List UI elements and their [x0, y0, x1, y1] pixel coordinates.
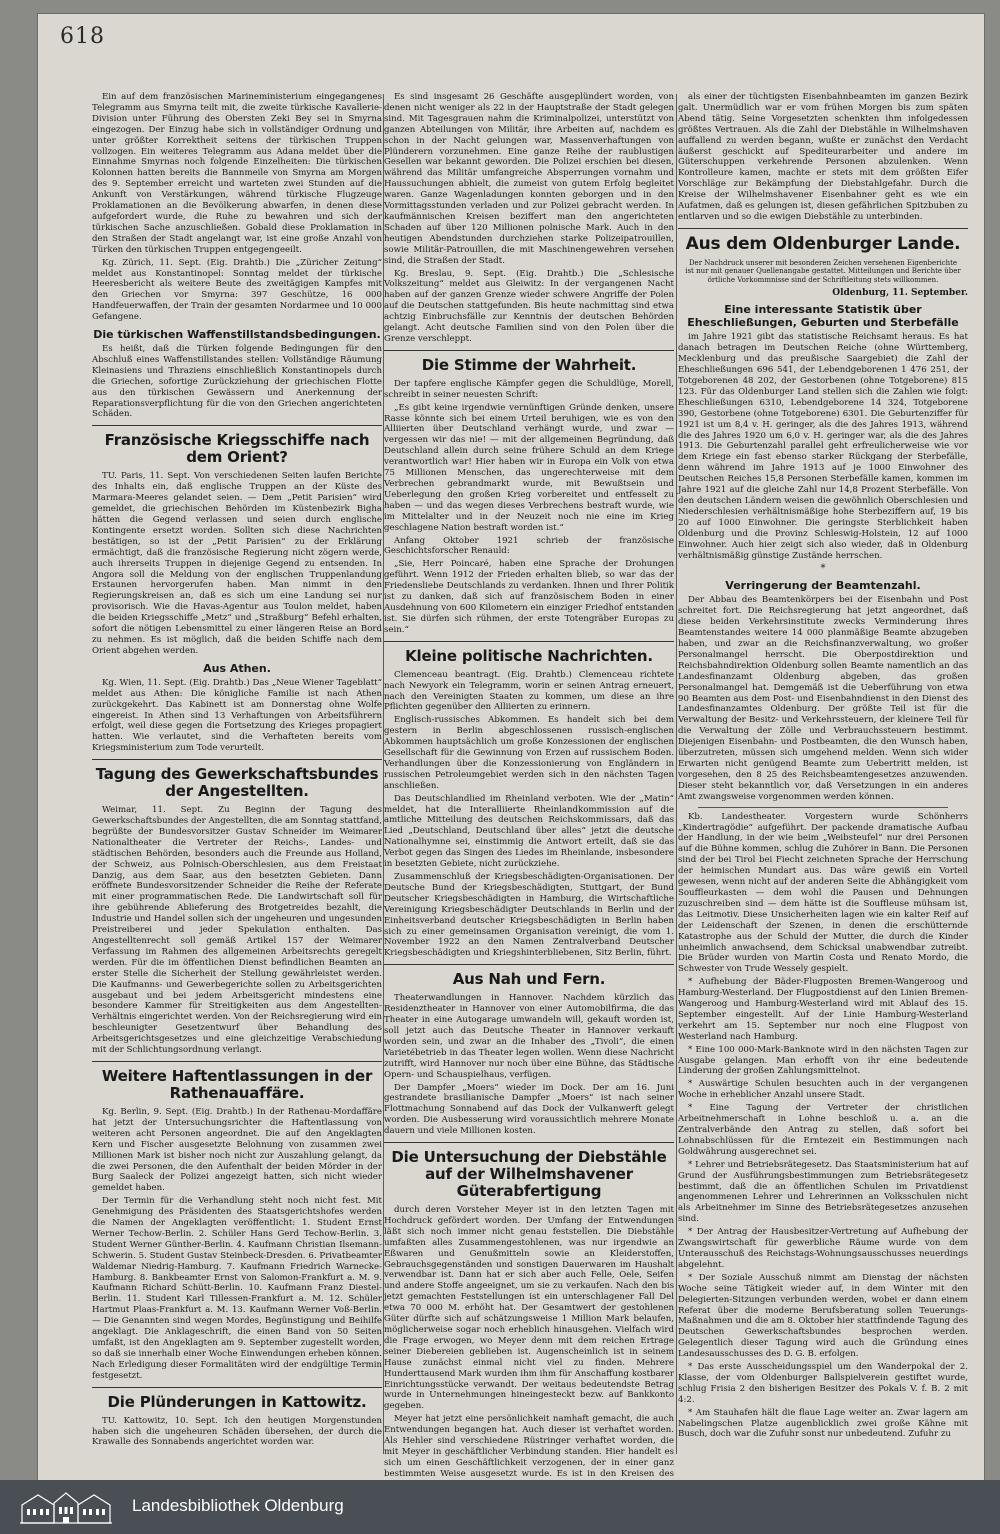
article-headline: Aus Nah und Fern. [452, 970, 606, 989]
article-paragraph: * Der Soziale Ausschuß nimmt am Dienstag der nächsten Woche seine Tätigkeit wieder auf, in dem Winter mit den Delegierten-Sitzungen verbunden werden, wobei er dann einem Referat über die moderne Berufsberatung sollen Teuerungs-Maßnahmen und die am 8. Oktober hier stattfindende Tagung des Deutschen Gewerkschaftsbundes besprochen werden. Gelegentlich dieser Tagung wird auch die Gründung eines Landesausschusses des D. G. B. erfolgen. [678, 1272, 968, 1360]
section-rule [92, 1061, 382, 1062]
article-paragraph: * Auswärtige Schulen besuchten auch in der vergangenen Woche in erheblicher Anzahl unsere Stadt. [678, 1079, 968, 1101]
library-footer [0, 1480, 1000, 1534]
article-paragraph: durch deren Vorsteher Meyer ist in den letzten Tagen mit Hochdruck gefördert worden. Der Umfang der Entwendungen läßt sich noch immer nicht genau feststellen. Die Diebstähle umfaßten alles Zusammengestohlenen, was nur irgendwie an Eßwaren und Genußmitteln sowie an Kleiderstoffen, Gebrauchsgegenständen und sonstigen Dauerwaren im Haushalt verwendbar ist. Dann hat er sich aber auch Felle, Oele, Seifen und andere Stoffe angeeignet, um sie zu verkaufen. Nach den bis jetzt gemachten Feststellungen ist ein unterschlagener Fall Del etwa 70 000 M. erhöht hat. Der Gesamtwert der gestohlenen Güter dürfte sich auf schätzungsweise 1 Million Mark belaufen, möglicherweise sogar noch erheblich hinausgehen. Vielfach wird die Frage erwogen, wo Meyer denn mit dem reichen Ertrage seiner Diebereien geblieben ist. Augenscheinlich ist in seinem Hause zunächst einmal nicht viel zu finden. Mehrere Hunderttausend Mark wurden ihm ihm für Anschaffung kostbarer Einrichtungsstücke verwandt. Der weitaus bedeutendste Betrag wurde in Unternehmungen hineingesteckt bezw. auf Bankkonto gegeben. [384, 1205, 674, 1412]
article-paragraph: Es sind insgesamt 26 Geschäfte ausgeplündert worden, von denen nicht weniger als 22 in der Hauptstraße der Stadt gelegen sind. Mit Tagesgrauen nahm die Kriminalpolizei, unterstützt von ganzen Abteilungen von Militär, ihre Arbeiten auf, nachdem es schon in der Nacht gelungen war, Massenverhaftungen von Plünderern vorzunehmen. Eine ganze Reihe der raublustigen Gesellen war bekannt geworden. Die Polizei erschien bei diesen, während das Militär umfangreiche Absperrungen vornahm und Haussuchungen abhielt, die zumeist von gutem Erfolg begleitet waren. Ganze Wagenladungen konnten geborgen und in den Vormittagsstunden verladen und zur Polizei gebracht werden. In kaufmännischen Kreisen beziffert man den angerichteten Schaden auf über 120 Millionen polnische Mark. Auch in den heutigen Abendstunden durchziehen starke Polizeipatrouillen, sowie Militär-Patrouillen, die mit Maschinengewehren versehen sind, die Straßen der Stadt. [384, 92, 674, 266]
article-paragraph: im Jahre 1921 gibt das statistische Reichsamt heraus. Es hat danach betragen im Deutschen Reiche (ohne Württemberg, Mecklenburg und das preußische Saargebiet) die Zahl der Eheschließungen 696 541, der Lebendgeborenen 1 476 251, der Totgeborenen 48 202, der Gestorbenen (ohne Totgeborene) 815 123. Für das Oldenburger Land stellen sich die Zahlen wie folgt: Eheschließungen 6310, Lebendgeborene 14 324, Totgeborene 390, Gestorbene (ohne Totgeborene) 6301. Die Geburtenziffer für 1921 ist um 8,4 v. H. geringer, als die des Jahres 1913, während die des Jahres 1920 um 6,0 v. H. geringer war, als die des Jahres 1913. Die Geburtenzahl parallel geht erfreulicherweise wie vor dem Kriege ein fast ebenso starker Rückgang der Sterbefälle, denn während im Jahre 1913 auf je 1000 Einwohner des Deutschen Reiches 15,8 Personen Sterbefälle kamen, kommen im Jahre 1921 auf die gleiche Zahl nur 14,8 Prozent Sterbefälle. Von den deutschen Ländern weisen die gewöhnlich Oberschlesien und Niederschlesien verhältnismäßige hohe Sterbeziffern auf, 19 bis 20 auf 1000 Einwohner. Die geringste Sterblichkeit haben Oldenburg und die Provinz Schleswig-Holstein, 12 auf 1000 Einwohner. Auch hier zeigt sich also wieder, daß in Oldenburg verhältnismäßig günstige Zustände herrschen. [678, 332, 968, 561]
newspaper-page [38, 14, 984, 1480]
page-number: 618 [60, 24, 105, 49]
article-headline: Französische Kriegsschiffe nach dem Orient? [104, 431, 370, 467]
section-rule [384, 1142, 674, 1143]
column-3 [678, 92, 968, 1462]
article-paragraph: Kg. Zürich, 11. Sept. (Eig. Drahtb.) Die „Züricher Zeitung“ meldet aus Konstantinopel: Sonntag meldet der türkische Heeresbericht als weitere Beute des zweitägigen Kampfes mit den Griechen vor Smyrna: 397 Geschütze, 16 000 Handfeuerwaffen, der Train der gesamten Nordarmee und 10 000 Gefangene. [92, 257, 382, 323]
article-paragraph: Kg. Wien, 11. Sept. (Eig. Drahtb.) Das „Neue Wiener Tageblatt“ meldet aus Athen: Die königliche Familie ist nach Athen zurückgekehrt. Das Kabinett ist am Donnerstag ohne Wolfe eingereist. In Athen sind 13 Verhaftungen von Arbeitsführern erfolgt, weil diese gegen die Fortsetzung des Krieges propagiert hatten. Wie verlautet, sind die Verhafteten bereits vom Kriegsministerium zum Tode verurteilt. [92, 677, 382, 754]
section-rule [678, 228, 968, 229]
article-headline: Kleine politische Nachrichten. [405, 646, 653, 665]
section-rule [92, 759, 382, 760]
article-headline: Die Stimme der Wahrheit. [421, 355, 637, 374]
article-paragraph: * Das erste Ausscheidungsspiel um den Wanderpokal der 2. Klasse, der vom Oldenburger Ballspielverein gestiftet wurde, schlug Frisia 2 den bisherigen Besitzer des Pokals V. f. B. 2 mit 4:2. [678, 1362, 968, 1405]
article-paragraph: * Lehrer und Betriebsrätegesetz. Das Staatsministerium hat auf Grund der Ausführungsbestimmungen zum Betriebsrätegesetz bestimmt, daß die an öffentlichen Schulen im Privatdienst angenommenen Lehrer und Lehrerinnen an Volksschulen nicht als Arbeitnehmer im Sinne des Betriebsrätegesetzes anzusehen sind. [678, 1159, 968, 1225]
article-paragraph: „Sie, Herr Poincaré, haben eine Sprache der Drohungen geführt. Wenn 1912 der Frieden erhalten blieb, so war das der Friedensliebe Deutschlands zu verdanken. Ihnen und Ihrer Politik ist zu danken, daß sich auf französischem Boden in einer Ausdehnung von 600 Kilometern ein einziger Friedhof entstanden ist. Sie dürfen sich rühmen, der erste Totengräber Europas zu sein.“ [384, 559, 674, 635]
article-paragraph: Meyer hat jetzt eine persönlichkeit namhaft gemacht, die auch Entwendungen begangen hat. Auch dieser ist verhaftet worden. Als Hehler sind verschiedene Rüstringer verhaftet worden, die mit Meyer in geschäftlicher Verbindung standen. Hier handelt es sich um einen Geschäftlichkeit verzogenen, der in einer ganz bestimmten Weise ausgesetzt wurde. Es ist in den Kreisen des [384, 1414, 674, 1479]
reprint-note: Der Nachdruck unserer mit besonderen Zeichen versehenen Eigenberichte ist nur mit genauer Quellenangabe gestattet. Mitteilungen und Berichte über örtliche Vorkommnisse sind der Schriftleitung stets willkommen. [685, 258, 961, 284]
asterisk-separator: * [820, 563, 826, 575]
article-subheading: Die türkischen Waffenstillstandsbedingungen. [93, 328, 381, 342]
article-paragraph: Kg. Breslau, 9. Sept. (Eig. Drahtb.) Die „Schlesische Volkszeitung“ meldet aus Gleiwitz: In der vergangenen Nacht haben auf der ganzen Grenze wieder schwere Angriffe der Polen auf die Deutschen stattgefunden. Bis heute nachmittag sind etwa achtzig Einbruchsfälle zur Kenntnis der deutschen Behörden gelangt. Acht deutsche Familien sind von den Polen über die Grenze verschleppt. [384, 268, 674, 344]
article-headline: Weitere Haftentlassungen in der Rathenauaffäre. [101, 1066, 373, 1102]
article-paragraph: * Eine Tagung der Vertreter der christlichen Arbeitnehmerschaft in Lohne beschloß u. a. an die Zentralverbände den Antrag zu stellen, daß sofort bei Lohnabschlüssen für die Erntezeit ein Bestimmungen nach Goldwährung ausgerechnet sei. [678, 1103, 968, 1157]
article-paragraph: Es heißt, daß die Türken folgende Bedingungen für den Abschluß eines Waffenstillstandes stellen: Vollständige Räumung Kleinasiens und Thraziens einschließlich Konstantinopels durch die Griechen, sofortige Zurückziehung der griechischen Flotte aus den türkischen Gewässern und Anerkennung der Reparationsverpflichtung für die von den Griechen angerichteten Schäden. [92, 344, 382, 420]
article-paragraph: Weimar, 11. Sept. Zu Beginn der Tagung des Gewerkschaftsbundes der Angestellten, die am Sonntag stattfand, begrüßte der Bundesvorsitzer Gustav Schneider im Weimarer Nationaltheater die Vertreter der Reichs-, Landes- und städtischen Behörden, besonders auch die Freunde aus Holland, der Schweiz, aus Polnisch-Oberschlesien, aus dem Freistaat Danzig, aus dem Saar, aus den besetzten Gebieten. Dann eröffnete Bundesvorsitzender Schneider die Reihe der Referate mit einer programmatischen Rede. Die Landwirtschaft soll für ihre gebührende Ablieferung des Brotgetreides bezahlt, die Industrie und Handel sollen sich der ungeheuren und ungesunden Preistreiberei und jeder Spekulation enthalten. Das Angestelltenrecht soll gemäß Artikel 157 der Weimarer Verfassung im Rahmen des allgemeinen Arbeitsrechts geregelt werden. Für die im öffentlichen Dienst befindlichen Beamten an erster Stelle die Sicherheit der Stellung gewährleistet werden. Die Kaufmanns- und Gewerbegerichte sollen zu Arbeitsgerichten ausgebaut und bei jedem Arbeitsgericht mindestens eine besondere Kammer für Streitigkeiten aus dem Angestellten-Verhältnis eingerichtet werden. Von der Reichsregierung wird ein beschleunigter Gesetzentwurf über Behandlung des Arbeitsgerichtsgesetzes und eine gleichzeitige Verabschiedung mit der Schlichtungsordnung verlangt. [92, 805, 382, 1056]
section-rule [698, 807, 948, 808]
section-rule [92, 425, 382, 426]
article-headline: Eine interessante Statistik über Eheschließungen, Geburten und Sterbefälle [687, 303, 959, 330]
article-paragraph: Der Dampfer „Moers“ wieder im Dock. Der am 16. Juni gestrandete brasilianische Dampfer „Moers“ ist nach seiner Flottmachung Sonnabend auf das Dock der Vulkanwerft gelegt worden. Die Ausbesserung wird voraussichtlich mehrere Monate dauern und viele Millionen kosten. [384, 1082, 674, 1137]
library-building-icon [18, 1489, 114, 1525]
section-rule [384, 641, 674, 642]
article-headline: Tagung des Gewerkschaftsbundes der Angestellten. [95, 765, 379, 801]
library-name: Landesbibliothek Oldenburg [132, 1496, 344, 1515]
article-paragraph: TU. Kattowitz, 10. Sept. Ich den heutigen Morgenstunden haben sich die ungeheuren Schäden übersehen, der durch die Krawalle des Sonnabends angerichtet worden war. [92, 1415, 382, 1448]
article-paragraph: * Am Stauhafen hält die flaue Lage weiter an. Zwar lagern am Nabelingschen Platze augenblicklich zwei große Kähne mit Busch, doch war die Zufuhr sonst nur unbedeutend. Zufuhr zu [678, 1407, 968, 1440]
article-paragraph: Ein auf dem französischen Marineministerium eingegangenes Telegramm aus Smyrna teilt mit, die zweite türkische Kavallerie-Division unter Führung des Obersten Zeki Bey sei in Smyrna eingezogen. Der Einzug habe sich in vollständiger Ordnung und unter größter Korrektheit seitens der türkischen Truppen vollzogen. Ein weiteres Telegramm aus Adana meldet über die Einnahme Smyrnas noch folgende Einzelheiten: Die türkischen Kolonnen hatten bereits die Bannmeile von Smyrna am Morgen des 9. September erreicht und warteten zwei Stunden auf die Ankunft von Verstärkungen, während türkische Flugzeuge Proklamationen an die Bevölkerung abwarfen, in denen diese aufgefordert wurde, die Ruhe zu bewahren und sich der türkischen Sache anzuschließen. Gobald diese Proklamation in den Straßen der Stadt angelangt war, ist eine große Anzahl von Türken den türkischen Truppen entgegengeeilt. [92, 92, 382, 255]
column-rule [676, 94, 677, 1454]
article-headline: Die Plünderungen in Kattowitz. [107, 1392, 367, 1411]
section-rule [384, 964, 674, 965]
article-paragraph: Anfang Oktober 1921 schrieb der französische Geschichtsforscher Renauld: [384, 535, 674, 557]
section-headline: Aus dem Oldenburger Lande. [685, 233, 961, 254]
section-rule [92, 1387, 382, 1388]
article-paragraph: * Aufhebung der Bäder-Flugposten Bremen-Wangeroog und Hamburg-Westerland. Der Flugpostdienst auf den Linien Bremen-Wangeroog und Hamburg-Westerland wird mit Ablauf des 15. September eingestellt. Auf der Linie Hamburg-Westerland verkehrt am 15. September nur noch eine Flugpost von Westerland nach Hamburg. [678, 977, 968, 1042]
article-headline: Die Untersuchung der Diebstähle auf der Wilhelmshavener Güterabfertigung [391, 1148, 667, 1201]
article-paragraph: Clemenceau beantragt. (Eig. Drahtb.) Clemenceau richtete nach Newyork ein Telegramm, worin er seinen Antrag erneuert, nach den Vereinigten Staaten zu kommen, um diese an ihre Pflichten gegenüber den Alliierten zu erinnern. [384, 669, 674, 713]
article-paragraph: * Eine 100 000-Mark-Banknote wird in den nächsten Tagen zur Ausgabe gelangen. Man erhofft von ihr eine bedeutende Linderung der großen Zahlungsmittelnot. [678, 1044, 968, 1077]
article-paragraph: Kg. Berlin, 9. Sept. (Eig. Drahtb.) In der Rathenau-Mordaffäre hat jetzt der Untersuchungsrichter die Haftentlassung von weiteren acht Personen angeordnet. Die auf den Angeklagten Kern und Fischer ausgesetzte Belohnung von zusammen zwei Millionen Mark ist bisher noch nicht zur Auszahlung gelangt, da die zwei Personen, die den Aufenthalt der beiden Mörder in der Burg Saaleck der Polizei angezeigt hatten, sich nicht wieder gemeldet haben. [92, 1106, 382, 1194]
article-subheading: Aus Athen. [203, 661, 271, 675]
article-paragraph: Kb. Landestheater. Vorgestern wurde Schönherrs „Kindertragödie“ aufgeführt. Der packende dramatische Aufbau der Handlung, in der wie beim „Weibsteufel“ nur drei Personen auf die Bühne kommen, schlug die Zuhörer in Bann. Die Personen sind der bei Tirol bei Fiecht zeichneten Sprache der Herrschung der heimischen Mundart aus. Das wäre gewiß ein Vorteil gewesen, wenn nicht auf der anderen Seite die Abhängigkeit vom Souffleurkasten — dem wohl die Pausen und Dehnungen zuzuschreiben sind — dem hätte ist die Souffleuse mühsam ist, das Leitmotiv. Diese Unsicherheiten lagen wie ein kalter Reif auf der Leidenschaft der Szenen, in denen die erschütternde Katastrophe aus der Schuld der Mutter, die durch die Kinder unheimlich anwachsend, dem Schicksal unabwendbar zutreibt. Die Brüder wurden von Martin Costa und Renato Mordo, die Schwester von Trude Wessely gespielt. [678, 811, 968, 975]
article-paragraph: Das Deutschlandlied im Rheinland verboten. Wie der „Matin“ meldet, hat die Interalliierte Rheinlandkommission auf die amtliche Mitteilung des deutschen Reichskommissars, daß das Lied „Deutschland, Deutschland über alles“ jetzt die deutsche Nationalhymne sei, einstimmig die Antwort erteilt, daß sie das Verbot gegen das Singen des Liedes im Rheinlande, insbesondere in besetzten Gebiete, nicht zurückziehe. [384, 793, 674, 870]
article-paragraph: Der Abbau des Beamtenkörpers bei der Eisenbahn und Post schreitet fort. Die Reichsregierung hat jetzt angeordnet, daß diese beiden Verkehrsinstitute zwecks Verminderung ihres Beamtenstandes weitere 14 000 planmäßige Beamte abzugeben haben, und zwar an die Reichsfinanzverwaltung, wo großer Personalmangel herrscht. Die Oberpostdirektion und Reichsbahndirektion Oldenburg sollen Beamte namentlich an das Landesfinanzamt Oldenburg abgeben, das großen Personalmangel hat. Demgemäß ist die Ueberführung von etwa 90 Beamten aus dem Post- und Eisenbahndienst in den Dienst des Landesfinanzamtes Oldenburg. Der größte Teil ist für die Verwaltung der Besitz- und Verkehrssteuern, der kleinere Teil für die Verwaltung der Zölle und Verbrauchssteuern bestimmt. Diejenigen Eisenbahn- und Postbeamten, die den Wunsch haben, überzutreten, müssen sich umgehend melden. Wenn sich wider Erwarten nicht genügend Beamte zum Uebertritt melden, ist vorgesehen, den 8 25 des Reichsbeamtengesetzes anzuwenden. Dieser steht bekanntlich vor, daß Versetzungen in ein anderes Amt zwangsweise vorgenommen werden können. [678, 595, 968, 802]
article-paragraph: Englisch-russisches Abkommen. Es handelt sich bei dem gestern in Berlin abgeschlossenen russisch-englischen Abkommen hauptsächlich um große Konzessionen der englischen Gesellschaft für die Gewinnung von Erzen auf russischem Boden. Verhandlungen über die Konzessionierung von Engländern in russischen Petroleumgebiet werden sich in den nächsten Tagen anschließen. [384, 715, 674, 791]
article-paragraph: * Der Antrag der Hausbesitzer-Vertretung auf Aufhebung der Zwangswirtschaft für gewerbliche Räume wurde von dem Unterausschuß des Reichstags-Wohnungsausschusses neuerdings abgelehnt. [678, 1227, 968, 1270]
article-paragraph: Zusammenschluß der Kriegsbeschädigten-Organisationen. Der Deutsche Bund der Kriegsbeschädigten, Stuttgart, der Bund Deutscher Kriegsbeschädigten in Hamburg, die Wirtschaftliche Vereinigung Kriegsbeschädigter Deutschlands in Berlin und der Einheitsverband deutscher Kriegsbeschädigten in Berlin haben sich zu einer gemeinsamen Organisation vereinigt, die vom 1. November 1922 an den Namen Zentralverband Deutscher Kriegsbeschädigten und Kriegshinterbliebenen, Sitz Berlin, führt. [384, 872, 674, 959]
section-rule [384, 350, 674, 351]
column-2 [384, 92, 674, 1479]
article-paragraph: als einer der tüchtigsten Eisenbahnbeamten im ganzen Bezirk galt. Unermüdlich war er vom frühen Morgen bis zum späten Abend tätig. Seine Vorgesetzten schenkten ihm infolgedessen größtes Vertrauen. Als die Zahl der Diebstähle in Wilhelmshaven auffallend zu werden begann, wußte er zunächst den Verdacht äußerst geschickt auf Spediteurarbeiter und andere im Güterschuppen verkehrende Personen abzulenken. Wenn Kontrolleure kamen, machte er stets mit dem größten Eifer Vorschläge zur Bekämpfung der Diebstahlgefahr. Durch die Kreise der Wilhelmshavener Eisenbahner geht es wie ein Aufatmen, daß es gelungen ist, diesen gefährlichen Spitzbuben zu entlarven und so die ewigen Diebstähle zu unterbinden. [678, 92, 968, 222]
article-paragraph: Der Termin für die Verhandlung steht noch nicht fest. Mit Genehmigung des Präsidenten des Staatsgerichtshofes werden die Namen der Angeklagten veröffentlicht: 1. Student Ernst Werner Techow-Berlin. 2. Schüler Hans Gerd Techow-Berlin. 3. Student Werner Günther-Berlin. 4. Kaufmann Christian Ilsemann-Schwerin. 5. Student Gustav Steinbeck-Dresden. 6. Privatbeamter Waldemar Niedrig-Hamburg. 7. Kaufmann Friedrich Warnecke-Hamburg. 8. Bankbeamter Ernst von Salomon-Frankfurt a. M. 9. Kaufmann Richard Schütt-Berlin. 10. Kaufmann Franz Diestel-Berlin. 11. Student Karl Tillessen-Frankfurt a. M. 12. Schüler Hartmut Plaas-Frankfurt a. M. 13. Kaufmann Werner Voß-Berlin. — Die Genannten sind wegen Mordes, Begünstigung und Beihilfe angeklagt. Die Anklageschrift, die einen Band von 50 Seiten umfaßt, ist den Angeklagten am 9. September zugestellt worden, so daß sie innerhalb einer Woche Einwendungen erheben können. Nach Erledigung dieser Formalitäten wird der endgültige Termin festgesetzt. [92, 1196, 382, 1381]
article-subheading: Verringerung der Beamtenzahl. [725, 579, 921, 593]
dateline: Oldenburg, 11. September. [832, 288, 968, 299]
article-paragraph: TU. Paris, 11. Sept. Von verschiedenen Seiten laufen Berichte des Inhalts ein, daß englische Truppen an der Küste des Marmara-Meeres gelandet seien. — Dem „Petit Parisien“ wird gemeldet, die griechischen Behörden im Küstenbezirk Bigha hätten die Gegend verlassen und seien durch englische Kontingente ersetzt worden. Sollten sich diese Nachrichten bestätigen, so ist der „Petit Parisien“ zu der Erklärung ermächtigt, daß die französische Regierung nicht zögern werde, auch ihrerseits Truppen in diejenige Gegend zu entsenden. In Angora soll die Meldung von der englischen Truppenlandung Erstaunen hervorgerufen haben. Man nimmt in den Regierungskreisen an, daß es sich um eine Landung sei nur provisorisch. Wie die Havas-Agentur aus Toulon meldet, haben die beiden Kriegsschiffe „Metz“ und „Straßburg“ Befehl erhalten, sofort die nötigen Lebensmittel zu einer längeren Reise an Bord zu nehmen. Es ist möglich, daß die beiden Schiffe nach dem Orient abgehen werden. [92, 471, 382, 656]
article-paragraph: Theaterwandlungen in Hannover. Nachdem kürzlich das Residenztheater in Hannover von einer Automobilfirma, die das Theater in eine Autogarage umwandeln will, gekauft worden ist, soll jetzt auch das Deutsche Theater in Hannover verkauft worden sein, und zwar an die Inhaber des „Tivoli“, die einen Varietébetrieb in das Theater legen wollen. Wenn diese Nachricht zutrifft, wird Hannover nur noch über eine Bühne, das Städtische Opern- und Schauspielhaus, verfügen. [384, 993, 674, 1080]
article-paragraph: „Es gibt keine irgendwie vernünftigen Gründe denken, unsere Rasse könnte sich bei einem Urteil beruhigen, wie es von den Alliierten über Deutschland verhängt wurde, und zwar — vergessen wir das nie! — mit der allgemeinen Begründung, daß Deutschland allein durch seine frühere Schuld an dem Kriege verantwortlich war! Hier haben wir in Europa ein Volk von etwa 75 Millionen Menschen, das ungerechterweise mit dem Verbrechen gebrandmarkt wurde, mit Bewußtsein und Ueberlegung den großen Krieg vorbereitet und entfesselt zu haben — und das wegen dieses Verbrechens bestraft wurde, wie im Mittelalter und in der Neuzeit noch nie eine im Krieg geschlagene Nation bestraft worden ist.“ [384, 402, 674, 533]
column-1 [92, 92, 382, 1462]
article-paragraph: Der tapfere englische Kämpfer gegen die Schuldlüge, Morell, schreibt in seiner neuesten Schrift: [384, 378, 674, 400]
